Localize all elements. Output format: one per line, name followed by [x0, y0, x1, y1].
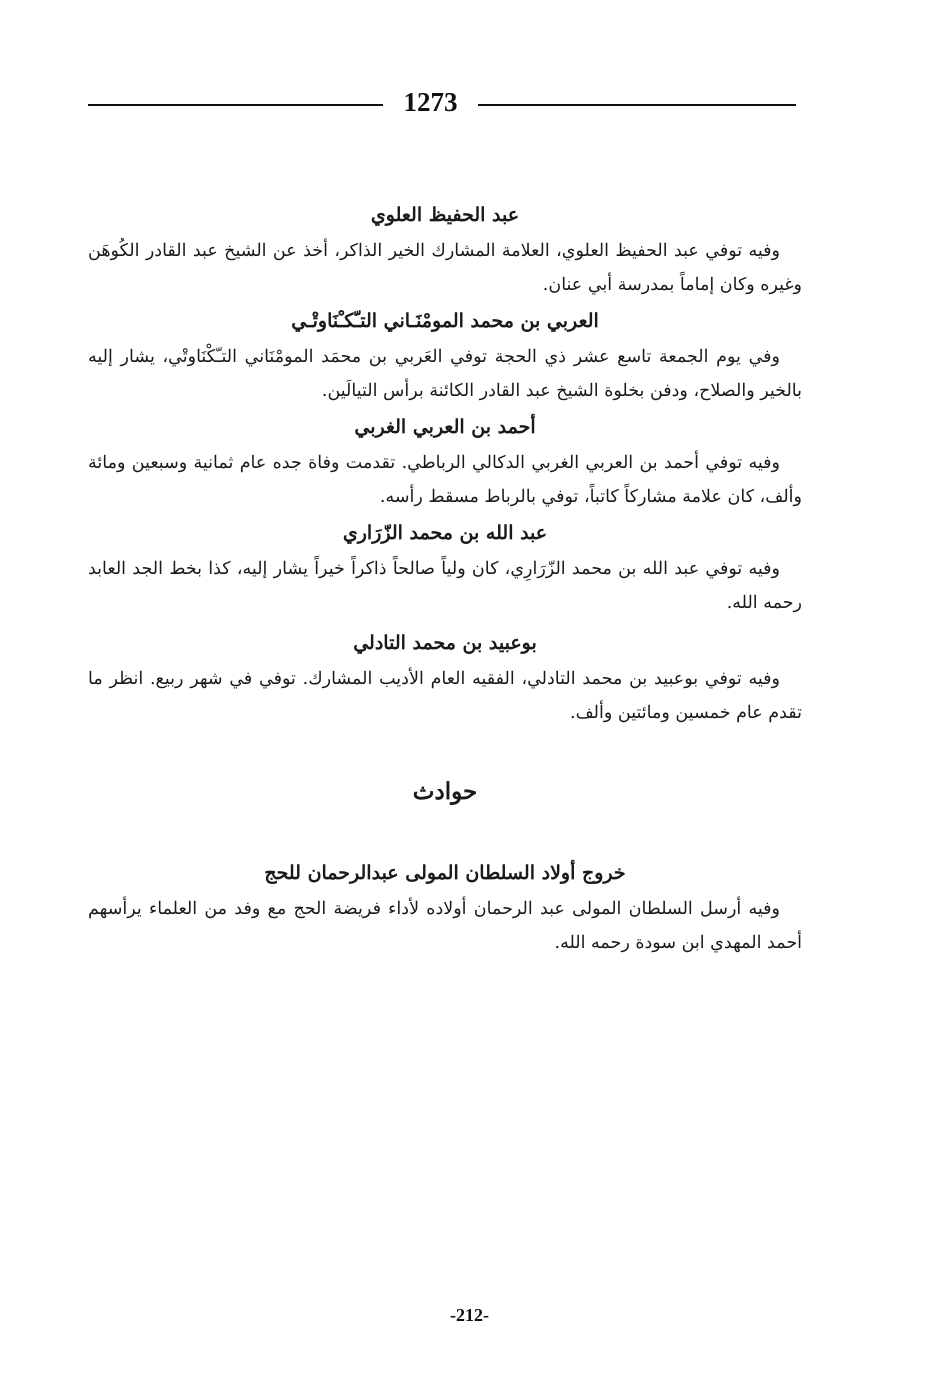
entry-heading: أحمد بن العربي الغربي — [354, 416, 536, 438]
entry-text: وفيه توفي بوعبيد بن محمد التادلي، الفقيه العام الأديب المشارك. توفي في شهر ربيع. انظر ما تقدم عام خمسين ومائتين وألف. — [88, 669, 802, 723]
biography-entry — [88, 624, 802, 730]
event-text: وفيه أرسل السلطان المولى عبد الرحمان أولاده لأداء فريضة الحج مع وفد من العلماء يرأسهم أحمد المهدي ابن سودة رحمه الله. — [88, 899, 802, 953]
event-entry — [88, 854, 802, 960]
biography-entry — [88, 408, 802, 514]
biography-entry — [88, 196, 802, 302]
header-year: 1273 — [403, 87, 458, 117]
entry-text: وفيه توفي أحمد بن العربي الغربي الدكالي الرباطي. تقدمت وفاة جده عام ثمانية وسبعين ومائة وألف، كان علامة مشاركاً كاتباً، توفي بالرباط مسقط رأسه. — [88, 453, 802, 507]
entry-text: وفي يوم الجمعة تاسع عشر ذي الحجة توفي العَربي بن محمَد المومْنَاني التـّكْنَاوتْي، يشار إليه بالخير والصلاح، ودفن بخلوة الشيخ عبد القادر الكائنة برأس التيالَين. — [88, 347, 802, 401]
page-number: -212- — [450, 1305, 489, 1325]
events-title: حوادث — [412, 778, 478, 805]
biography-entry — [88, 302, 802, 408]
biography-entry — [88, 514, 802, 620]
entry-heading: بوعبيد بن محمد التادلي — [353, 632, 537, 654]
page-header — [88, 84, 796, 120]
page-content — [88, 196, 802, 960]
entry-text: وفيه توفي عبد الله بن محمد الزّرَارِي، كان ولياً صالحاً ذاكراً خيراً يشار إليه، كذا بخط الجد العابد رحمه الله. — [88, 559, 802, 613]
events-section — [88, 772, 802, 960]
header-rule-right — [478, 104, 796, 106]
event-heading: خروج أولاد السلطان المولى عبدالرحمان للحج — [264, 862, 626, 884]
entry-text: وفيه توفي عبد الحفيظ العلوي، العلامة المشارك الخير الذاكر، أخذ عن الشيخ عبد القادر الكُوهَن وغيره وكان إماماً بمدرسة أبي عنان. — [88, 241, 802, 295]
entry-heading: العربي بن محمد المومْنَـاني التـّكـْنَاوتْـي — [291, 310, 599, 332]
entry-heading: عبد الحفيظ العلوي — [370, 204, 520, 226]
header-rule-left — [88, 104, 383, 106]
entry-heading: عبد الله بن محمد الزّرَاري — [342, 522, 548, 544]
